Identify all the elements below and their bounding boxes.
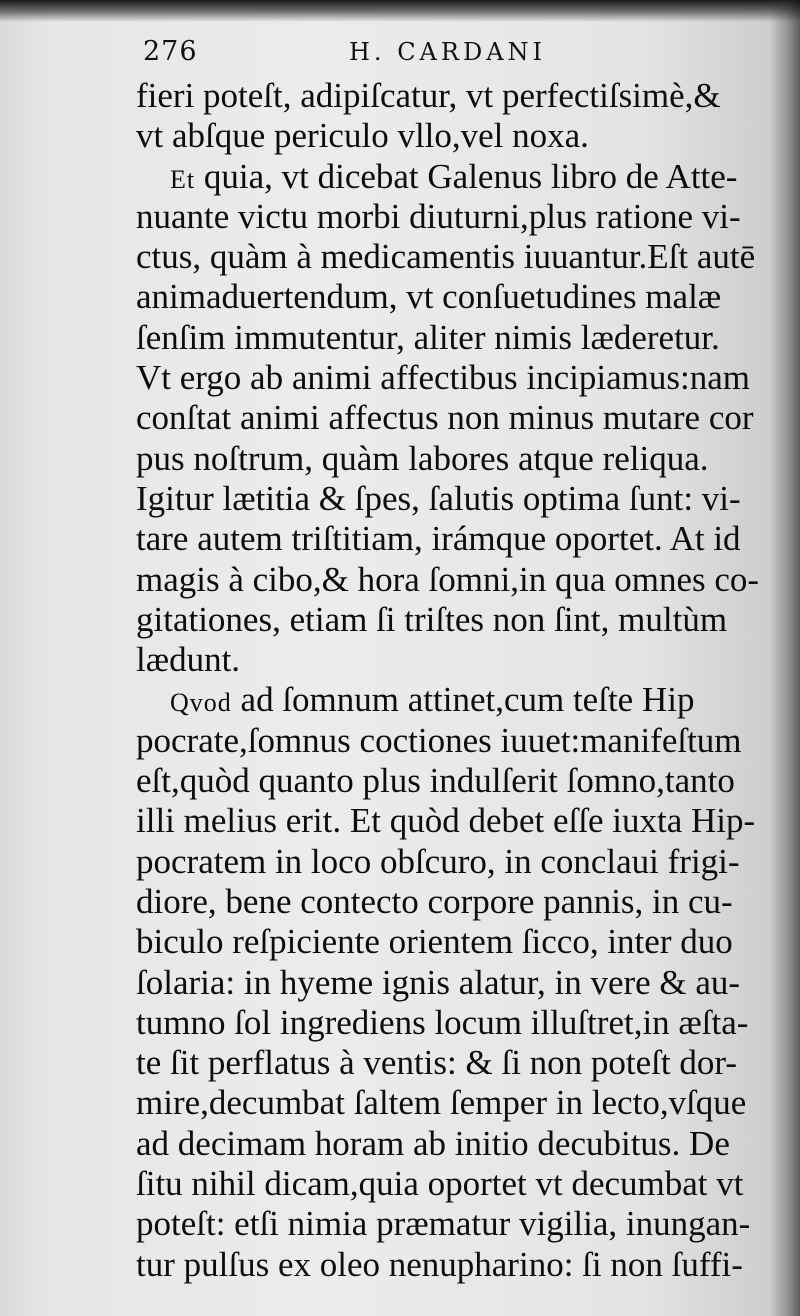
text-line: vt abſque periculo vllo,vel noxa. — [136, 116, 589, 156]
text-line: tur pulſus ex oleo nenupharino: ſi non ſuffi- — [136, 1244, 743, 1284]
text-line: Vt ergo ab animi affectibus incipiamus:nam — [136, 358, 750, 398]
text-line: ad decimam horam ab initio decubitus. De — [136, 1123, 730, 1163]
text-line: gitationes, etiam ſi triſtes non ſint, multùm — [136, 599, 728, 639]
paragraph-initial: Qvod — [170, 688, 232, 718]
text-line: magis à cibo,& hora ſomni,in qua omnes co- — [136, 559, 760, 599]
text-line: diore, bene contecto corpore pannis, in cu- — [136, 881, 733, 921]
page-number: 276 — [143, 36, 198, 67]
body-text — [136, 76, 760, 1285]
text-line-rest: quia, vt dicebat Galenus libro de Atte- — [203, 156, 738, 196]
text-line: ctus, quàm à medicamentis iuuantur.Eſt autē — [136, 237, 756, 277]
paragraph-initial: Et — [170, 164, 196, 194]
text-line: eſt,quòd quanto plus indulſerit ſomno,tanto — [136, 761, 735, 801]
text-line: te ſit perflatus à ventis: & ſi non poteſt dor- — [136, 1043, 737, 1083]
running-head: H. CARDANI — [349, 38, 547, 66]
text-line: poteſt: etſi nimia præmatur vigilia, inungan- — [136, 1204, 751, 1244]
text-line: ſitu nihil dicam,quia oportet vt decumbat vt — [136, 1164, 744, 1204]
text-line: nuante victu morbi diuturni,plus ratione vi- — [136, 196, 741, 236]
text-line: fieri poteſt, adipiſcatur, vt perfectiſsimè,& — [136, 76, 721, 115]
text-line: ſolaria: in hyeme ignis alatur, in vere & au- — [136, 962, 741, 1002]
text-line — [136, 680, 740, 720]
text-line: mire,decumbat ſaltem ſemper in lecto,vſque — [136, 1083, 747, 1123]
text-line: biculo reſpiciente orientem ſicco, inter duo — [136, 922, 733, 962]
text-line: pus noſtrum, quàm labores atque reliqua. — [136, 438, 709, 478]
text-line: pocratem in loco obſcuro, in conclaui frigi- — [136, 841, 740, 881]
text-line: lædunt. — [136, 640, 241, 680]
text-line: tumno ſol ingrediens locum illuſtret,in æſta- — [136, 1002, 749, 1042]
scan-top-edge-shadow — [0, 0, 800, 22]
text-line: pocrate,ſomnus coctiones iuuet:manifeſtum — [136, 720, 742, 760]
text-line — [136, 157, 740, 197]
text-line: Igitur lætitia & ſpes, ſalutis optima ſunt: vi- — [136, 478, 741, 518]
page-header — [143, 36, 743, 76]
text-line-rest: ad ſomnum attinet,cum teſte Hip — [240, 680, 695, 720]
text-line: illi melius erit. Et quòd debet eſſe iuxta Hip- — [136, 801, 756, 841]
text-line: ſenſim immutentur, aliter nimis læderetur. — [136, 317, 720, 357]
text-line: animaduertendum, vt conſuetudines malæ — [136, 277, 722, 317]
text-line: tare autem triſtitiam, irámque oportet. At id — [136, 519, 741, 559]
text-line: conſtat animi affectus non minus mutare cor — [136, 398, 754, 438]
scan-gutter-shadow — [770, 0, 800, 1316]
